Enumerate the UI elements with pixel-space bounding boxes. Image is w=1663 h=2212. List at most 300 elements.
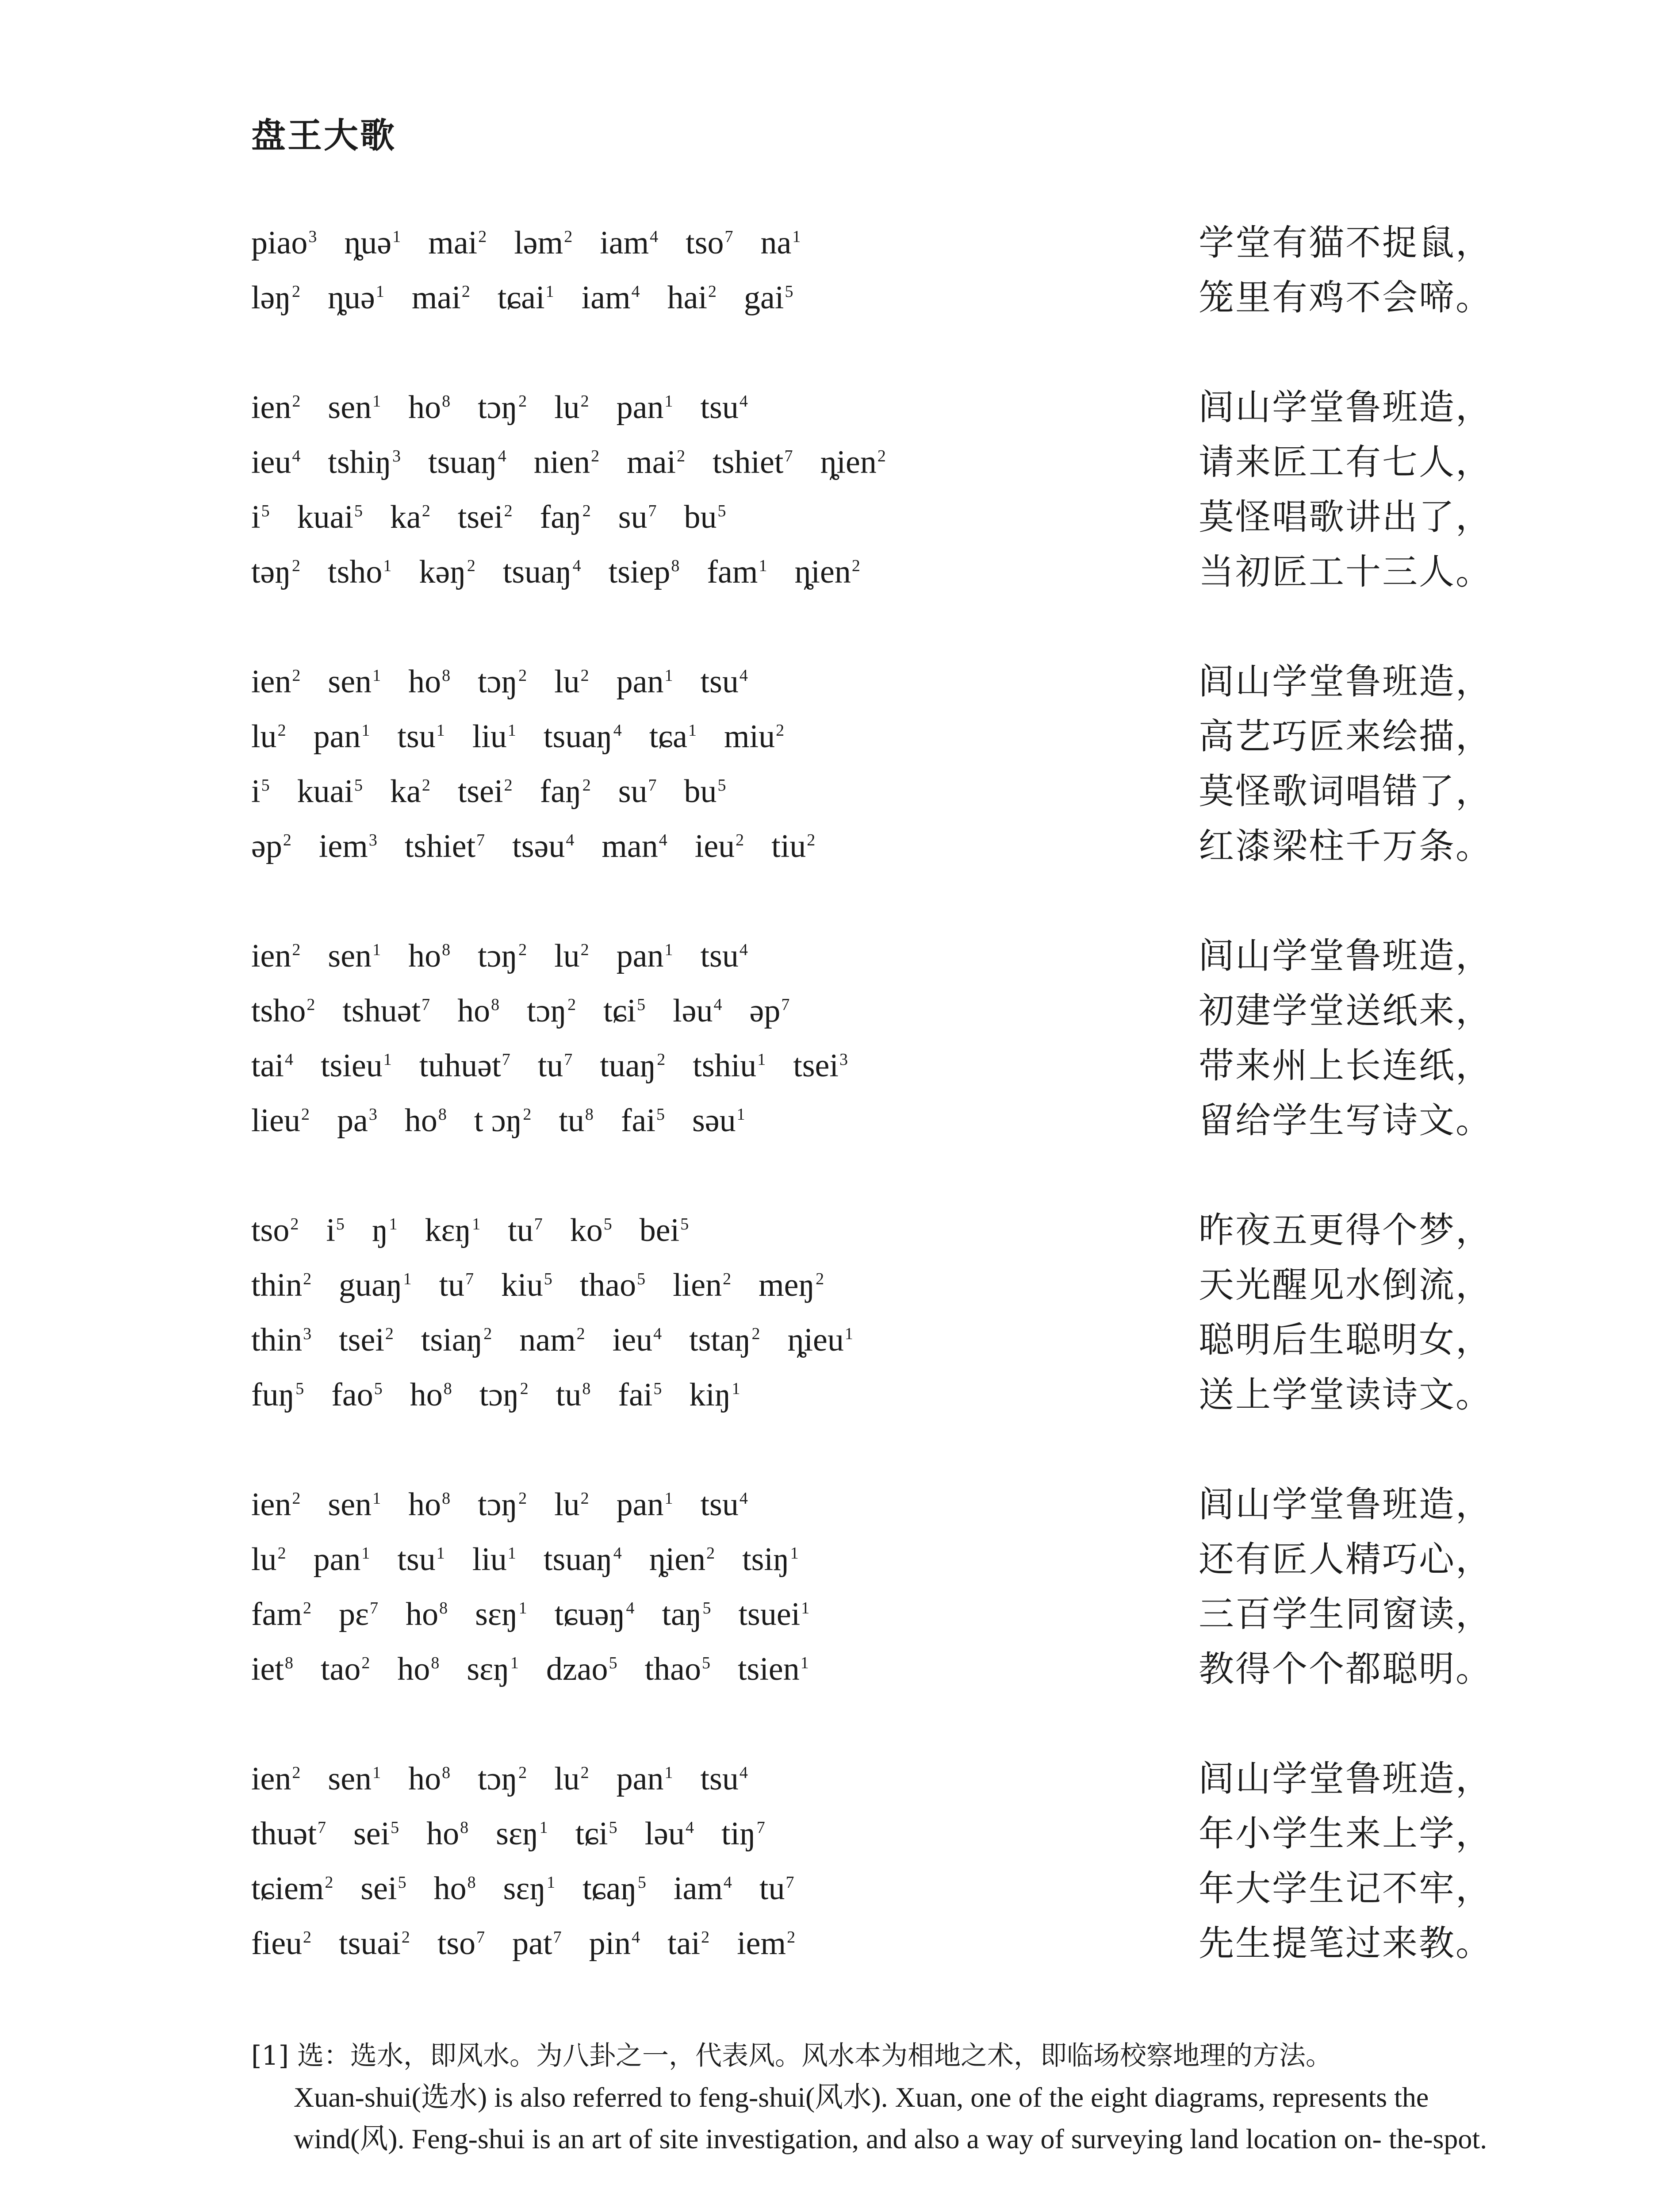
tone-number: 1: [801, 1599, 810, 1618]
syllable-text: ho: [408, 938, 441, 974]
romanized-text: [251, 1869, 821, 1909]
syllable-text: pa: [337, 1102, 368, 1139]
tone-number: 2: [467, 557, 475, 576]
chinese-translation: 留给学生写诗文。: [1199, 1100, 1492, 1141]
syllable-text: gai: [744, 280, 784, 316]
chinese-translation: 当初匠工十三人。: [1199, 551, 1492, 592]
tone-number: 4: [739, 392, 748, 411]
tone-number: 1: [547, 1873, 556, 1892]
syllable-text: ho: [404, 1102, 437, 1139]
syllable-text: thao: [644, 1651, 701, 1687]
tone-number: 2: [807, 831, 816, 850]
verse-line: [251, 1266, 1490, 1321]
syllable-text: ien: [251, 664, 291, 700]
syllable: [512, 827, 574, 866]
syllable: [645, 1814, 694, 1854]
tone-number: 5: [717, 776, 726, 795]
tone-number: 1: [507, 1544, 516, 1563]
syllable: [554, 662, 589, 702]
tone-number: 1: [664, 392, 673, 411]
tone-number: 2: [461, 282, 470, 301]
syllable: [701, 1759, 748, 1799]
tone-number: 4: [713, 995, 722, 1014]
syllable: [508, 1211, 543, 1250]
syllable: [251, 1211, 299, 1250]
syllable: [339, 1595, 378, 1634]
syllable: [540, 498, 591, 537]
tone-number: 5: [354, 502, 363, 521]
syllable-text: ieu: [251, 444, 291, 480]
syllable: [331, 1375, 383, 1415]
syllable-text: ien: [251, 938, 291, 974]
syllable: [251, 1814, 326, 1854]
syllable-text: tu: [556, 1377, 582, 1413]
stanza: [251, 662, 1490, 882]
syllable: [251, 1924, 311, 1963]
syllable-text: lu: [554, 1486, 580, 1523]
tone-number: 2: [283, 831, 291, 850]
tone-number: 1: [507, 721, 516, 740]
syllable: [793, 1046, 848, 1086]
tone-number: 2: [292, 1763, 301, 1782]
tone-number: 5: [374, 1379, 383, 1398]
syllable: [527, 991, 576, 1031]
tone-number: 2: [582, 502, 591, 521]
syllable-text: bu: [684, 499, 717, 535]
romanized-text: [251, 1650, 836, 1689]
syllable-text: ho: [410, 1377, 443, 1413]
tone-number: 1: [790, 1544, 799, 1563]
syllable-text: pan: [313, 1541, 361, 1578]
syllable-text: guaŋ: [339, 1267, 402, 1303]
tone-number: 2: [580, 392, 589, 411]
tone-number: 7: [476, 1928, 485, 1947]
verse-line: [251, 662, 1490, 717]
syllable-text: ieu: [694, 828, 735, 864]
syllable: [759, 1266, 824, 1305]
syllable-text: tso: [251, 1212, 290, 1248]
syllable: [405, 1101, 447, 1141]
syllable: [408, 1759, 450, 1799]
syllable-text: tuaŋ: [600, 1048, 656, 1084]
syllable: [426, 1814, 468, 1854]
tone-number: 1: [403, 1270, 412, 1289]
verse-line: [251, 443, 1490, 498]
syllable-text: tstaŋ: [689, 1322, 751, 1358]
syllable-text: tiŋ: [721, 1816, 756, 1852]
syllable: [621, 1101, 665, 1141]
tone-number: 2: [567, 995, 576, 1014]
syllable-text: fai: [618, 1377, 653, 1413]
chinese-translation: 年小学生来上学，: [1199, 1813, 1492, 1854]
tone-number: 2: [591, 447, 600, 466]
tone-number: 1: [392, 227, 401, 246]
syllable: [328, 553, 391, 592]
tone-number: 1: [736, 1105, 745, 1124]
tone-number: 5: [544, 1270, 552, 1289]
romanized-text: [251, 1540, 826, 1579]
romanized-text: [251, 827, 843, 866]
tone-number: 8: [442, 1489, 451, 1508]
tone-number: 8: [431, 1654, 440, 1673]
syllable: [397, 1540, 444, 1579]
verse-line: [251, 1211, 1490, 1266]
syllable: [251, 772, 270, 811]
syllable: [328, 662, 381, 702]
tone-number: 3: [839, 1050, 848, 1069]
syllable-text: su: [618, 499, 648, 535]
tone-number: 4: [686, 1818, 694, 1837]
footnote-english: Xuan-shui(选水) is also referred to feng-shui(风水). Xuan, one of the eight diagrams, represents the wind(风). Feng-shui is an art of site investigation, and also a way of surveying land location on- the-spot.: [294, 2081, 1487, 2154]
romanized-text: [251, 1759, 775, 1799]
tone-number: 7: [553, 1928, 562, 1947]
romanized-text: [251, 223, 828, 263]
syllable-text: thin: [251, 1267, 303, 1303]
syllable: [534, 443, 599, 482]
tone-number: 7: [648, 776, 657, 795]
stanza: [251, 1759, 1490, 1979]
syllable: [692, 1101, 745, 1141]
syllable-text: tshiet: [404, 828, 476, 864]
syllable-text: faŋ: [540, 773, 582, 810]
tone-number: 2: [292, 282, 301, 301]
syllable-text: tiu: [771, 828, 806, 864]
syllable: [794, 553, 860, 592]
syllable: [640, 1211, 689, 1250]
syllable: [437, 1924, 485, 1963]
syllable-text: tsuaŋ: [428, 444, 497, 480]
romanized-text: [251, 1101, 773, 1141]
syllable: [251, 1266, 311, 1305]
syllable-text: ka: [390, 773, 421, 810]
syllable-text: fao: [331, 1377, 373, 1413]
syllable-text: əp: [749, 993, 781, 1029]
stanza: [251, 937, 1490, 1156]
romanized-text: [251, 662, 775, 702]
syllable: [251, 443, 300, 482]
tone-number: 4: [284, 1050, 293, 1069]
syllable: [328, 388, 381, 427]
syllable: [701, 1485, 748, 1525]
syllable: [360, 1869, 406, 1909]
tone-number: 5: [680, 1215, 689, 1234]
verse-line: [251, 1046, 1490, 1101]
syllable: [390, 498, 430, 537]
syllable-text: ieu: [612, 1322, 653, 1358]
romanized-text: [251, 553, 888, 592]
syllable-text: tsho: [328, 554, 383, 590]
syllable: [686, 223, 733, 263]
tone-number: 2: [523, 1105, 532, 1124]
syllable-text: ȵuə: [344, 225, 392, 261]
syllable: [695, 827, 744, 866]
syllable: [689, 1375, 740, 1415]
chinese-translation: 昨夜五更得个梦，: [1199, 1210, 1492, 1251]
syllable-text: piao: [251, 225, 308, 261]
verse-line: [251, 1375, 1490, 1430]
syllable: [649, 717, 697, 757]
syllable: [419, 1046, 510, 1086]
syllable: [251, 937, 300, 976]
verse-line: [251, 223, 1490, 278]
syllable: [546, 1650, 617, 1689]
syllable: [251, 1759, 300, 1799]
syllable-text: sɛŋ: [496, 1816, 539, 1852]
chinese-translation: 教得个个都聪明。: [1199, 1648, 1492, 1690]
tone-number: 2: [292, 557, 301, 576]
tone-number: 2: [277, 721, 286, 740]
syllable-text: pat: [512, 1925, 552, 1962]
chinese-translation: 三百学生同窗读，: [1199, 1594, 1492, 1635]
tone-number: 1: [376, 282, 384, 301]
romanized-text: [251, 1046, 875, 1086]
syllable: [761, 223, 801, 263]
tone-number: 5: [336, 1215, 345, 1234]
syllable: [328, 1759, 381, 1799]
footnote: [251, 2035, 1512, 2160]
chinese-translation: 初建学堂送纸来，: [1199, 990, 1492, 1031]
syllable: [425, 1211, 481, 1250]
song-text: [251, 223, 1490, 2034]
tone-number: 8: [443, 1379, 452, 1398]
syllable: [314, 1540, 370, 1579]
tone-number: 1: [539, 1818, 548, 1837]
syllable-text: sɛŋ: [503, 1870, 546, 1907]
syllable: [421, 1321, 492, 1360]
syllable: [251, 1321, 311, 1360]
syllable: [701, 662, 748, 702]
syllable-text: tshiŋ: [328, 444, 391, 480]
tone-number: 1: [664, 941, 673, 960]
syllable-text: səu: [692, 1102, 736, 1139]
syllable: [544, 717, 622, 757]
syllable-text: iem: [737, 1925, 786, 1962]
syllable-text: lu: [251, 1541, 277, 1578]
syllable-text: tsu: [700, 1486, 739, 1523]
tone-number: 2: [518, 666, 527, 685]
tone-number: 2: [564, 227, 573, 246]
tone-number: 1: [372, 392, 381, 411]
syllable: [582, 278, 640, 318]
chinese-translation: 送上学堂读诗文。: [1199, 1374, 1492, 1415]
syllable: [554, 1759, 589, 1799]
tone-number: 7: [465, 1270, 474, 1289]
syllable-text: lu: [554, 664, 580, 700]
chinese-translation: 莫怪歌词唱错了，: [1199, 771, 1492, 812]
tone-number: 1: [732, 1379, 740, 1398]
tone-number: 8: [585, 1105, 594, 1124]
chinese-translation: 笼里有鸡不会啼。: [1199, 277, 1492, 318]
syllable: [458, 772, 513, 811]
tone-number: 2: [580, 941, 589, 960]
syllable-text: tshiet: [713, 444, 784, 480]
syllable-text: tɔŋ: [478, 1761, 518, 1797]
tone-number: 7: [370, 1599, 379, 1618]
tone-number: 2: [303, 1599, 312, 1618]
tone-number: 8: [438, 1105, 447, 1124]
romanized-text: [251, 1321, 881, 1360]
tone-number: 1: [664, 1489, 673, 1508]
tone-number: 4: [739, 1489, 748, 1508]
syllable-text: ho: [457, 993, 490, 1029]
syllable: [408, 937, 450, 976]
syllable-text: ho: [426, 1816, 460, 1852]
syllable-text: tao: [320, 1651, 361, 1687]
stanza: [251, 388, 1490, 607]
tone-number: 8: [442, 1763, 451, 1782]
tone-number: 2: [292, 392, 301, 411]
tone-number: 7: [476, 831, 485, 850]
tone-number: 2: [518, 941, 527, 960]
syllable-text: liu: [472, 718, 507, 755]
syllable-text: tso: [686, 225, 724, 261]
syllable-text: ləu: [673, 993, 713, 1029]
tone-number: 7: [421, 995, 430, 1014]
tone-number: 2: [576, 1325, 585, 1344]
tone-number: 8: [467, 1873, 476, 1892]
syllable: [618, 1375, 662, 1415]
tone-number: 1: [800, 1654, 809, 1673]
tone-number: 8: [439, 1599, 448, 1618]
syllable-text: mai: [411, 280, 461, 316]
syllable-text: mai: [428, 225, 478, 261]
syllable: [613, 1321, 662, 1360]
syllable-text: ien: [251, 1486, 291, 1523]
syllable: [251, 662, 300, 702]
syllable-text: tshiu: [693, 1048, 757, 1084]
syllable: [321, 1046, 392, 1086]
syllable: [627, 443, 685, 482]
syllable: [701, 388, 748, 427]
tone-number: 7: [784, 447, 793, 466]
syllable-text: pan: [616, 389, 664, 426]
tone-number: 7: [781, 995, 790, 1014]
syllable-text: ȵien: [820, 444, 877, 480]
verse-line: [251, 937, 1490, 991]
syllable-text: nam: [519, 1322, 576, 1358]
syllable: [575, 1814, 617, 1854]
syllable-text: tsuai: [339, 1925, 401, 1962]
tone-number: 1: [518, 1599, 527, 1618]
syllable: [684, 498, 726, 537]
syllable-text: kəŋ: [419, 554, 466, 590]
syllable-text: thao: [579, 1267, 636, 1303]
syllable: [251, 553, 300, 592]
syllable: [251, 1375, 304, 1415]
syllable: [724, 717, 784, 757]
chinese-translation: 闾山学堂鲁班造，: [1199, 387, 1492, 428]
syllable: [439, 1266, 474, 1305]
syllable-text: fai: [621, 1102, 655, 1139]
romanized-text: [251, 1266, 851, 1305]
tone-number: 8: [442, 666, 451, 685]
chinese-translation: 还有匠人精巧心，: [1199, 1539, 1492, 1580]
romanized-text: [251, 278, 820, 318]
tone-number: 2: [421, 502, 430, 521]
tone-number: 2: [483, 1325, 492, 1344]
syllable-text: iet: [251, 1651, 284, 1687]
verse-line: [251, 498, 1490, 553]
syllable: [713, 443, 793, 482]
tone-number: 5: [637, 1270, 646, 1289]
syllable: [297, 498, 363, 537]
syllable-text: lieu: [251, 1102, 300, 1139]
syllable: [544, 1540, 622, 1579]
syllable-text: na: [760, 225, 792, 261]
syllable-text: iam: [600, 225, 649, 261]
syllable: [406, 1595, 448, 1634]
syllable-text: tuhuət: [419, 1048, 501, 1084]
syllable-text: iam: [581, 280, 631, 316]
syllable: [478, 937, 527, 976]
syllable-text: ho: [408, 1761, 441, 1797]
syllable: [771, 827, 815, 866]
syllable-text: nien: [533, 444, 590, 480]
syllable: [397, 717, 444, 757]
syllable-text: tsəu: [512, 828, 565, 864]
tone-number: 2: [303, 1270, 312, 1289]
syllable-text: ȵien: [649, 1541, 706, 1578]
syllable: [742, 1540, 799, 1579]
syllable-text: sen: [328, 664, 372, 700]
tone-number: 2: [701, 1928, 710, 1947]
syllable-text: iam: [673, 1870, 723, 1907]
chinese-translation: 闾山学堂鲁班造，: [1199, 661, 1492, 702]
syllable-text: ləm: [514, 225, 563, 261]
syllable-text: tsei: [339, 1322, 384, 1358]
syllable-text: faŋ: [540, 499, 582, 535]
syllable: [580, 1266, 645, 1305]
verse-line: [251, 553, 1490, 607]
tone-number: 4: [613, 1544, 622, 1563]
syllable: [600, 223, 658, 263]
tone-number: 2: [504, 776, 513, 795]
syllable-text: tso: [437, 1925, 476, 1962]
syllable: [673, 1266, 731, 1305]
syllable-text: bu: [684, 773, 717, 810]
syllable-text: man: [602, 828, 658, 864]
tone-number: 5: [653, 1379, 662, 1398]
tone-number: 1: [372, 666, 381, 685]
syllable-text: tɔŋ: [527, 993, 567, 1029]
syllable: [667, 1924, 709, 1963]
syllable: [737, 1924, 795, 1963]
chinese-translation: 闾山学堂鲁班造，: [1199, 1484, 1492, 1525]
syllable-text: əp: [251, 828, 282, 864]
syllable: [617, 662, 673, 702]
tone-number: 4: [739, 666, 748, 685]
syllable-text: ləŋ: [251, 280, 291, 316]
tone-number: 8: [442, 392, 451, 411]
chinese-translation: 带来州上长连纸，: [1199, 1045, 1492, 1086]
syllable-text: dzao: [546, 1651, 608, 1687]
syllable-text: miu: [724, 718, 775, 755]
chinese-translation: 请来匠工有七人，: [1199, 442, 1492, 483]
syllable: [251, 717, 286, 757]
syllable: [589, 1924, 640, 1963]
syllable: [337, 1101, 377, 1141]
tone-number: 1: [372, 941, 381, 960]
syllable-text: ko: [570, 1212, 603, 1248]
syllable: [554, 937, 589, 976]
syllable: [478, 1485, 527, 1525]
syllable: [667, 278, 717, 318]
syllable-text: ȵien: [794, 554, 851, 590]
syllable: [693, 1046, 766, 1086]
tone-number: 2: [421, 776, 430, 795]
tone-number: 4: [498, 447, 506, 466]
tone-number: 5: [702, 1599, 711, 1618]
